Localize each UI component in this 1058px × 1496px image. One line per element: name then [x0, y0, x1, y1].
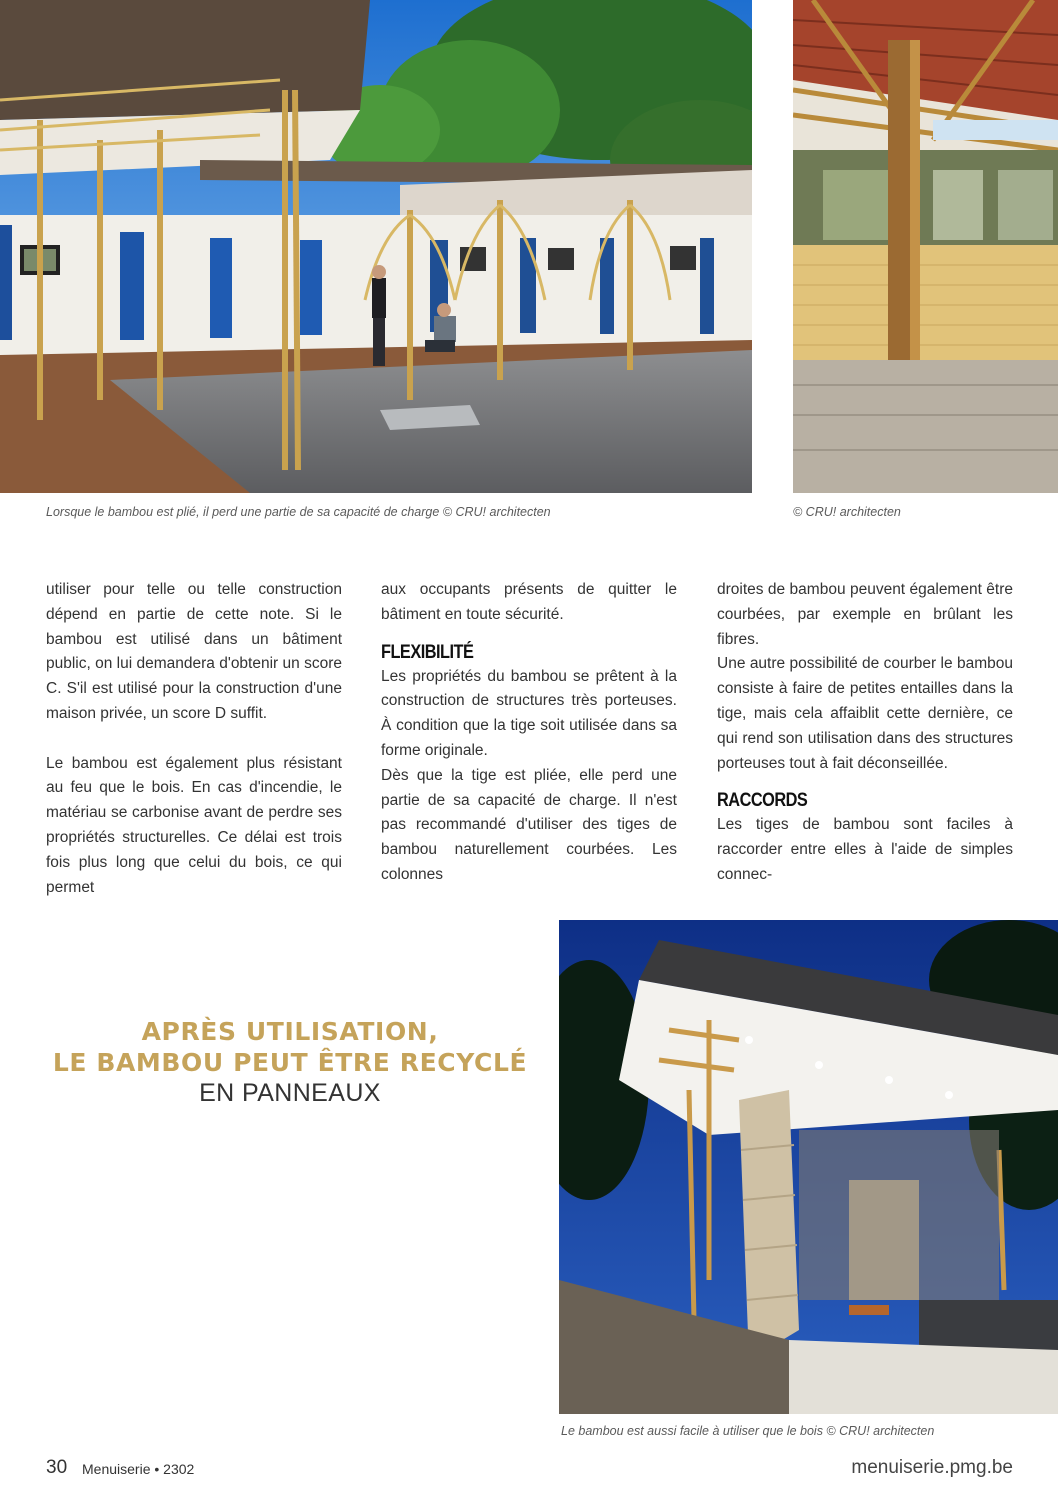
body-paragraph: Le bambou est également plus résistant au feu que le bois. En cas d'incendie, le matériau se carbonise avant de perdre ses propriétés structurelles. Ce délai est trois fois plus long que celui du bois, ce qui permet — [46, 754, 342, 896]
pull-quote-line: EN PANNEAUX — [199, 1079, 381, 1107]
pull-quote-line: APRÈS UTILISATION, — [141, 1017, 439, 1046]
photo-caption: © CRU! architecten — [793, 505, 901, 519]
pull-quote — [40, 1016, 540, 1109]
photo-bamboo-pavilion-night — [559, 920, 1058, 1414]
section-heading: FLEXIBILITÉ — [381, 641, 474, 663]
website-link[interactable]: menuiserie.pmg.be — [851, 1457, 1013, 1478]
page-number: 30 — [46, 1457, 68, 1478]
photo-bamboo-courtyard — [0, 0, 752, 493]
text-column-1 — [46, 578, 342, 900]
magazine-issue: Menuiserie • 2302 — [82, 1461, 195, 1477]
photo-caption: Lorsque le bambou est plié, il perd une partie de sa capacité de charge © CRU! architecten — [46, 505, 551, 519]
photo-bamboo-roof-detail — [793, 0, 1058, 493]
body-paragraph: Les propriétés du bambou se prêtent à la construction de structures très porteuses. À condition que la tige soit utilisée dans sa forme originale. — [381, 667, 677, 759]
body-paragraph: Dès que la tige est pliée, elle perd une partie de sa capacité de charge. Il n'est pas recommandé d'utiliser des tiges de bambou naturellement courbées. Les colonnes — [381, 766, 677, 883]
text-column-3 — [717, 578, 1013, 888]
text-column-2 — [381, 578, 677, 888]
body-paragraph: aux occupants présents de quitter le bâtiment en toute sécurité. — [381, 581, 677, 623]
photo-caption: Le bambou est aussi facile à utiliser que le bois © CRU! architecten — [561, 1424, 935, 1438]
body-paragraph: Une autre possibilité de courber le bambou consiste à faire de petites entailles dans la tige, mais cela affaiblit cette dernière, ce qui rend son utilisation dans des structures porteuses tout à fait déconseillée. — [717, 655, 1013, 772]
body-paragraph: Les tiges de bambou sont faciles à raccorder entre elles à l'aide de simples connec- — [717, 816, 1013, 883]
pull-quote-line: LE BAMBOU PEUT ÊTRE RECYCLÉ — [52, 1048, 528, 1077]
body-paragraph: utiliser pour telle ou telle construction dépend en partie de cette note. Si le bambou est utilisé dans un bâtiment public, on lui demandera d'obtenir un score C. S'il est utilisé pour la construction d'une maison privée, un score D suffit. — [46, 581, 342, 722]
section-heading: RACCORDS — [717, 790, 808, 812]
body-paragraph: droites de bambou peuvent également être courbées, par exemple en brûlant les fibres. — [717, 581, 1013, 648]
